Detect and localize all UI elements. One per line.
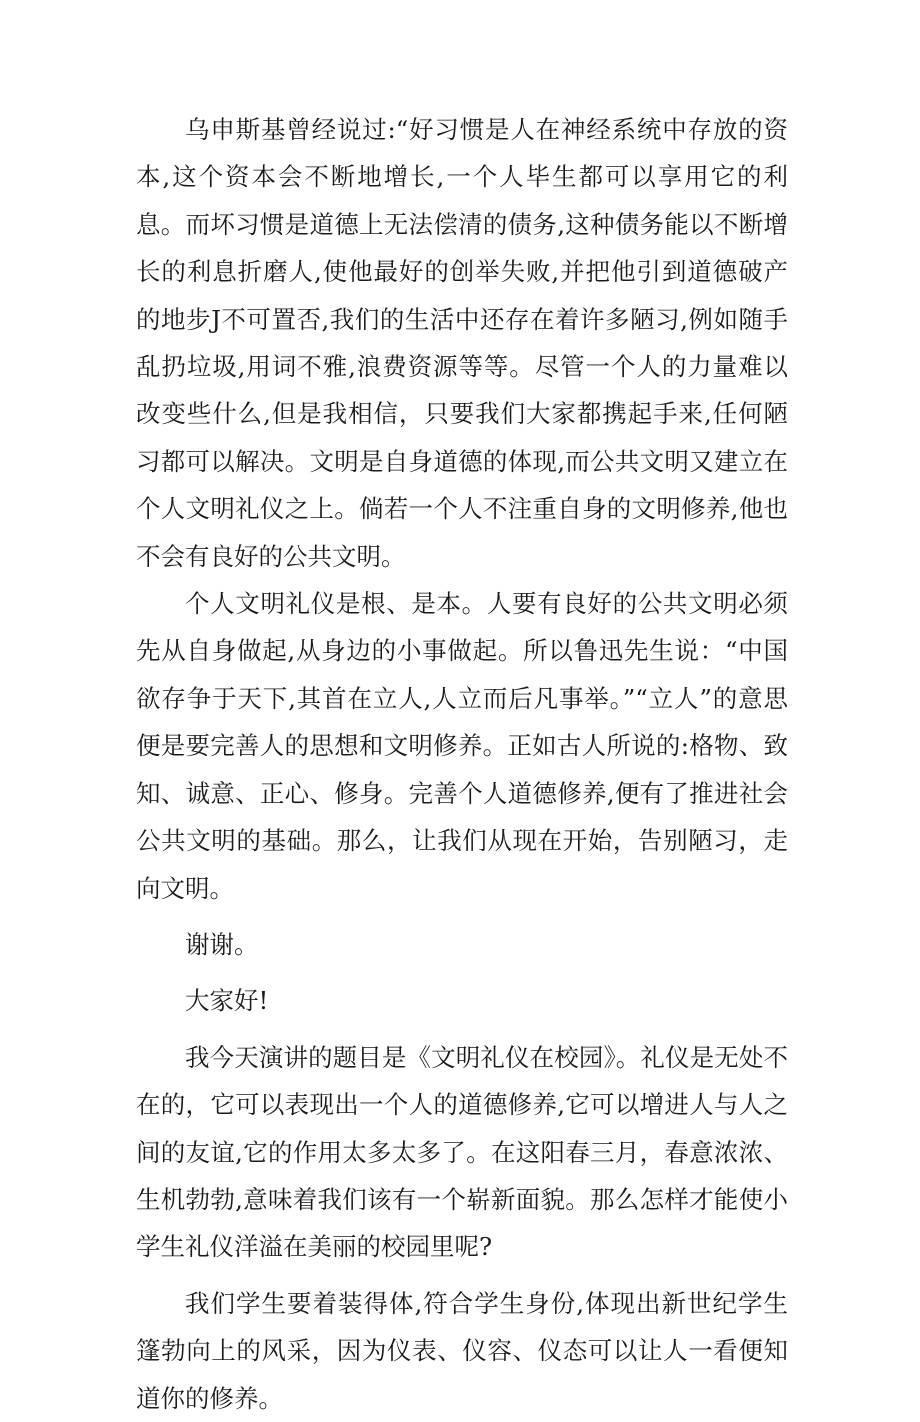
paragraph-ushinsky-quote: 乌申斯基曾经说过:“好习惯是人在神经系统中存放的资本,这个资本会不断地增长,一个人毕生都可以享用它的利息。而坏习惯是道德上无法偿清的债务,这种债务能以不断增长的利息折磨人,使他最好的创举失败,并把他引到道德破产的地步J不可置否,我们的生活中还存在着许多陋习,例如随手乱扔垃圾,用词不雅,浪费资源等等。尽管一个人的力量难以改变些什么,但是我相信，只要我们大家都携起手来,任何陋习都可以解决。文明是自身道德的体现,而公共文明又建立在个人文明礼仪之上。倘若一个人不注重自身的文明修养,他也不会有良好的公共文明。 xyxy=(136,115,788,571)
document-body xyxy=(136,106,788,1422)
paragraph-thanks: 谢谢。 xyxy=(185,929,259,959)
paragraph-greeting: 大家好! xyxy=(185,986,269,1016)
paragraph-personal-etiquette: 个人文明礼仪是根、是本。人要有良好的公共文明必须先从自身做起,从身边的小事做起。所以鲁迅先生说：“中国欲存争于天下,其首在立人,人立而后凡事举。”“立人”的意思便是要完善人的思想和文明修养。正如古人所说的:格物、致知、诚意、正心、修身。完善个人道德修养,便有了推进社会公共文明的基础。那么，让我们从现在开始，告别陋习，走向文明。 xyxy=(136,589,788,903)
paragraph-speech-topic: 我今天演讲的题目是《文明礼仪在校园》。礼仪是无处不在的，它可以表现出一个人的道德修养,它可以增进人与人之间的友谊,它的作用太多太多了。在这阳春三月，春意浓浓、生机勃勃,意味着我们该有一个崭新面貌。那么怎样才能使小学生礼仪洋溢在美丽的校园里呢? xyxy=(136,1042,788,1262)
paragraph-student-attire: 我们学生要着装得体,符合学生身份,体现出新世纪学生篷勃向上的风采，因为仪表、仪容、仪态可以让人一看便知道你的修养。 xyxy=(136,1288,788,1413)
